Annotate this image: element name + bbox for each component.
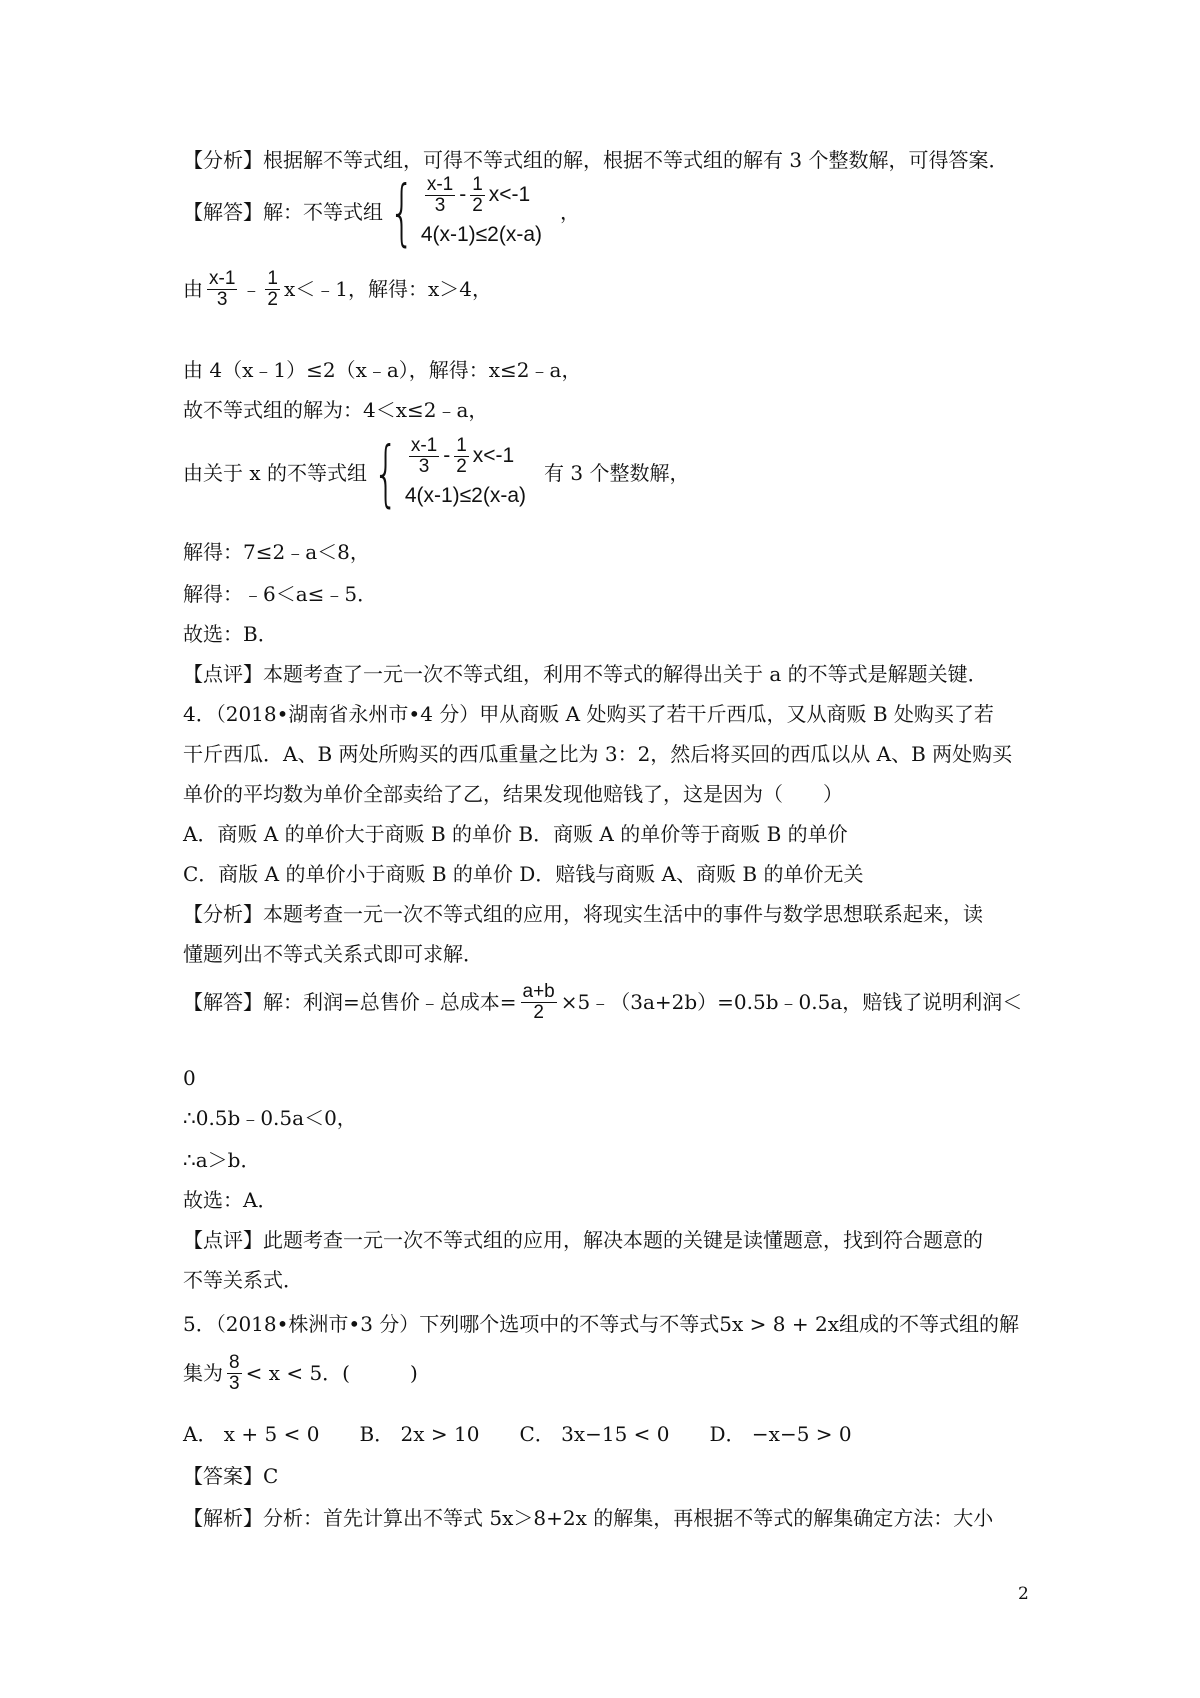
paragraph: 【分析】根据解不等式组，可得不等式组的解，根据不等式组的解有 3 个整数解，可得答案． [183,148,1009,172]
text: 集为 [183,1361,223,1385]
numerator: 1 [472,173,483,195]
question-4: 4．（2018•湖南省永州市•4 分）甲从商贩 A 处购买了若干斤西瓜，又从商贩 B 处购买了若 [183,702,994,726]
denominator: 3 [418,455,430,477]
inequality-system [367,431,527,515]
option-line: A． x + 5 < 0 B． 2x > 10 C． 3x−15 < 0 D． −x−5 > 0 [183,1422,852,1446]
solution-line: 故不等式组的解为：4＜x≤2﹣a， [183,398,489,422]
denominator: 3 [229,1372,240,1394]
solution-line: 解得：﹣6＜a≤﹣5． [183,582,378,606]
option-line: A．商贩 A 的单价大于商贩 B 的单价 B．商贩 A 的单价等于商贩 B 的单价 [183,822,848,846]
question-4: 干斤西瓜．A、B 两处所购买的西瓜重量之比为 3：2，然后将买回的西瓜以从 A、B 两处购买 [183,742,1013,766]
solution-line: ∴0.5b﹣0.5a＜0， [183,1106,357,1130]
solution-line [183,266,492,312]
solution-line [183,172,580,252]
paragraph: 【分析】本题考查一元一次不等式组的应用，将现实生活中的事件与数学思想联系起来，读 [183,902,983,926]
solution-line [183,428,689,518]
text: x＜﹣1，解得：x＞4， [283,277,492,301]
text: 【解答】解：利润=总售价﹣总成本= [183,990,517,1014]
inequality-system [383,170,543,254]
denominator: 2 [456,455,467,477]
solution-line: 故选：A． [183,1188,278,1212]
solution-line: 0 [183,1066,196,1090]
numerator: x-1 [209,267,236,289]
text: 有 3 个整数解， [544,461,690,485]
paragraph: 【点评】本题考查了一元一次不等式组，利用不等式的解得出关于 a 的不等式是解题关键． [183,662,988,686]
minus: - [459,183,467,206]
solution-line [183,976,1022,1028]
numerator: 1 [267,267,278,289]
paragraph: 【点评】此题考查一元一次不等式组的应用，解决本题的关键是读懂题意，找到符合题意的 [183,1228,983,1252]
numerator: 1 [456,434,467,456]
denominator: 2 [267,288,278,310]
expression: x<-1 [488,183,531,206]
question-4: 单价的平均数为单价全部卖给了乙，结果发现他赔钱了，这是因为（ ） [183,782,843,806]
text: < x < 5．( ) [245,1361,418,1385]
text: ×5﹣（3a+2b）=0.5b﹣0.5a，赔钱了说明利润＜ [560,990,1023,1014]
solution-line: 由 4（x﹣1）≤2（x﹣a），解得：x≤2﹣a， [183,358,582,382]
expression: 4(x-1)≤2(x-a) [404,484,527,508]
solution-line: 故选：B． [183,622,278,646]
text: ﹣ [241,277,262,301]
question-5: 5．（2018•株洲市•3 分）下列哪个选项中的不等式与不等式5x > 8 + 2x组成的不等式组的解 [183,1312,1019,1336]
paragraph: 不等关系式． [183,1268,303,1292]
text: 【解答】解：不等式组 [183,200,383,224]
brace-icon: { [373,431,399,515]
numerator: x-1 [426,173,454,195]
solution-line: 解得：7≤2﹣a＜8， [183,540,370,564]
denominator: 2 [472,194,483,216]
numerator: 8 [229,1351,240,1373]
option-line: C．商版 A 的单价小于商贩 B 的单价 D．赔钱与商贩 A、商贩 B 的单价无关 [183,862,864,886]
expression: 4(x-1)≤2(x-a) [420,223,543,247]
denominator: 2 [533,1001,544,1023]
text: 由 [183,277,203,301]
paragraph: 【解析】分析：首先计算出不等式 5x＞8+2x 的解集，再根据不等式的解集确定方法：大小 [183,1506,994,1530]
minus: - [443,444,451,467]
question-5 [183,1350,418,1396]
answer-line: 【答案】C [183,1464,279,1488]
solution-line: ∴a＞b． [183,1148,261,1172]
page-number: 2 [1018,1584,1029,1604]
text: ， [560,200,581,224]
expression: x<-1 [472,444,515,467]
numerator: a+b [522,980,555,1002]
paragraph: 懂题列出不等式关系式即可求解． [183,942,483,966]
brace-icon: { [389,170,415,254]
text: 由关于 x 的不等式组 [183,461,367,485]
denominator: 3 [434,194,446,216]
denominator: 3 [216,288,228,310]
numerator: x-1 [410,434,438,456]
